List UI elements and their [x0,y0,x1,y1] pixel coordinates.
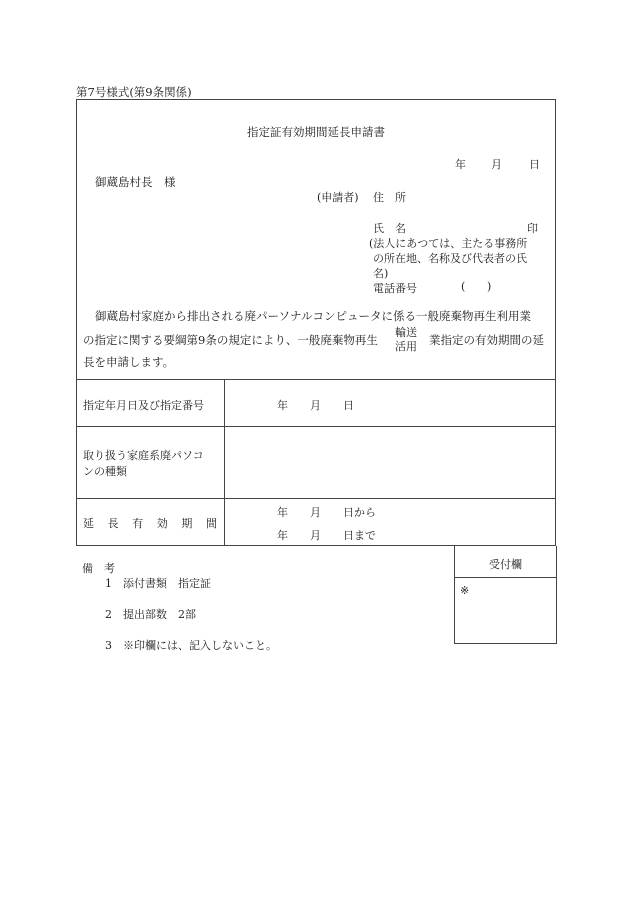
seal-mark: 印 [527,222,538,235]
corporation-note-3: 名) [373,267,389,280]
pc-type-value[interactable] [227,430,553,494]
notes-heading: 備 考 [82,562,115,575]
pc-type-label-2: ンの種類 [83,465,127,478]
applicant-prefix: (申請者) [317,191,359,204]
phone-paren-close: ) [487,280,492,293]
body-stack-top: 輸送 [395,326,417,339]
receipt-box [454,546,557,644]
table-rule-3 [77,498,555,499]
extension-period-char-1: 延 [83,517,94,530]
notes-item-2: 2 提出部数 2部 [105,608,196,621]
extension-from: 年 月 日から [277,506,376,519]
corporation-note-1: (法人にあつては、主たる事務所 [369,237,528,250]
phone-paren-open: ( [461,280,466,293]
body-line-2a: の指定に関する要綱第9条の規定により、一般廃棄物再生 [83,333,378,347]
body-line-3: 長を申請します。 [83,355,175,369]
body-line-1: 御蔵島村家庭から排出される廃パーソナルコンピュータに係る一般廃棄物再生利用業 [95,309,531,323]
receipt-mark: ※ [460,584,470,597]
extension-to: 年 月 日まで [277,529,376,542]
extension-period-char-4: 効 [156,517,168,530]
notes-item-3: 3 ※印欄には、記入しないこと。 [105,639,277,652]
pc-type-label-1: 取り扱う家庭系廃パソコ [83,449,204,462]
designation-date-label: 指定年月日及び指定番号 [83,399,204,412]
addressee: 御蔵島村長 様 [95,175,176,189]
form-reference: 第7号様式(第9条関係) [76,85,192,99]
extension-period-char-5: 期 [181,517,193,530]
table-column-divider [224,379,225,546]
extension-period-char-2: 長 [107,517,119,530]
body-stack-bottom: 活用 [395,340,417,353]
designation-date-value: 年 月 日 [277,399,354,412]
date-month: 月 [491,158,502,171]
table-top-rule [77,379,555,380]
body-line-2b: 業指定の有効期間の延 [429,333,544,347]
name-label: 氏 名 [373,222,406,235]
phone-label: 電話番号 [373,282,417,295]
application-form-box [76,99,556,546]
extension-period-char-6: 間 [205,517,217,530]
corporation-note-2: の所在地、名称及び代表者の氏 [373,252,527,265]
address-label: 住 所 [373,191,406,204]
extension-period-char-3: 有 [132,517,144,530]
extension-period-label [83,515,217,531]
receipt-rule [455,577,556,578]
form-title: 指定証有効期間延長申請書 [247,125,385,139]
table-rule-2 [77,426,555,427]
date-day: 日 [529,158,540,171]
date-year: 年 [455,158,466,171]
receipt-heading: 受付欄 [489,558,522,571]
notes-item-1: 1 添付書類 指定証 [105,577,211,590]
